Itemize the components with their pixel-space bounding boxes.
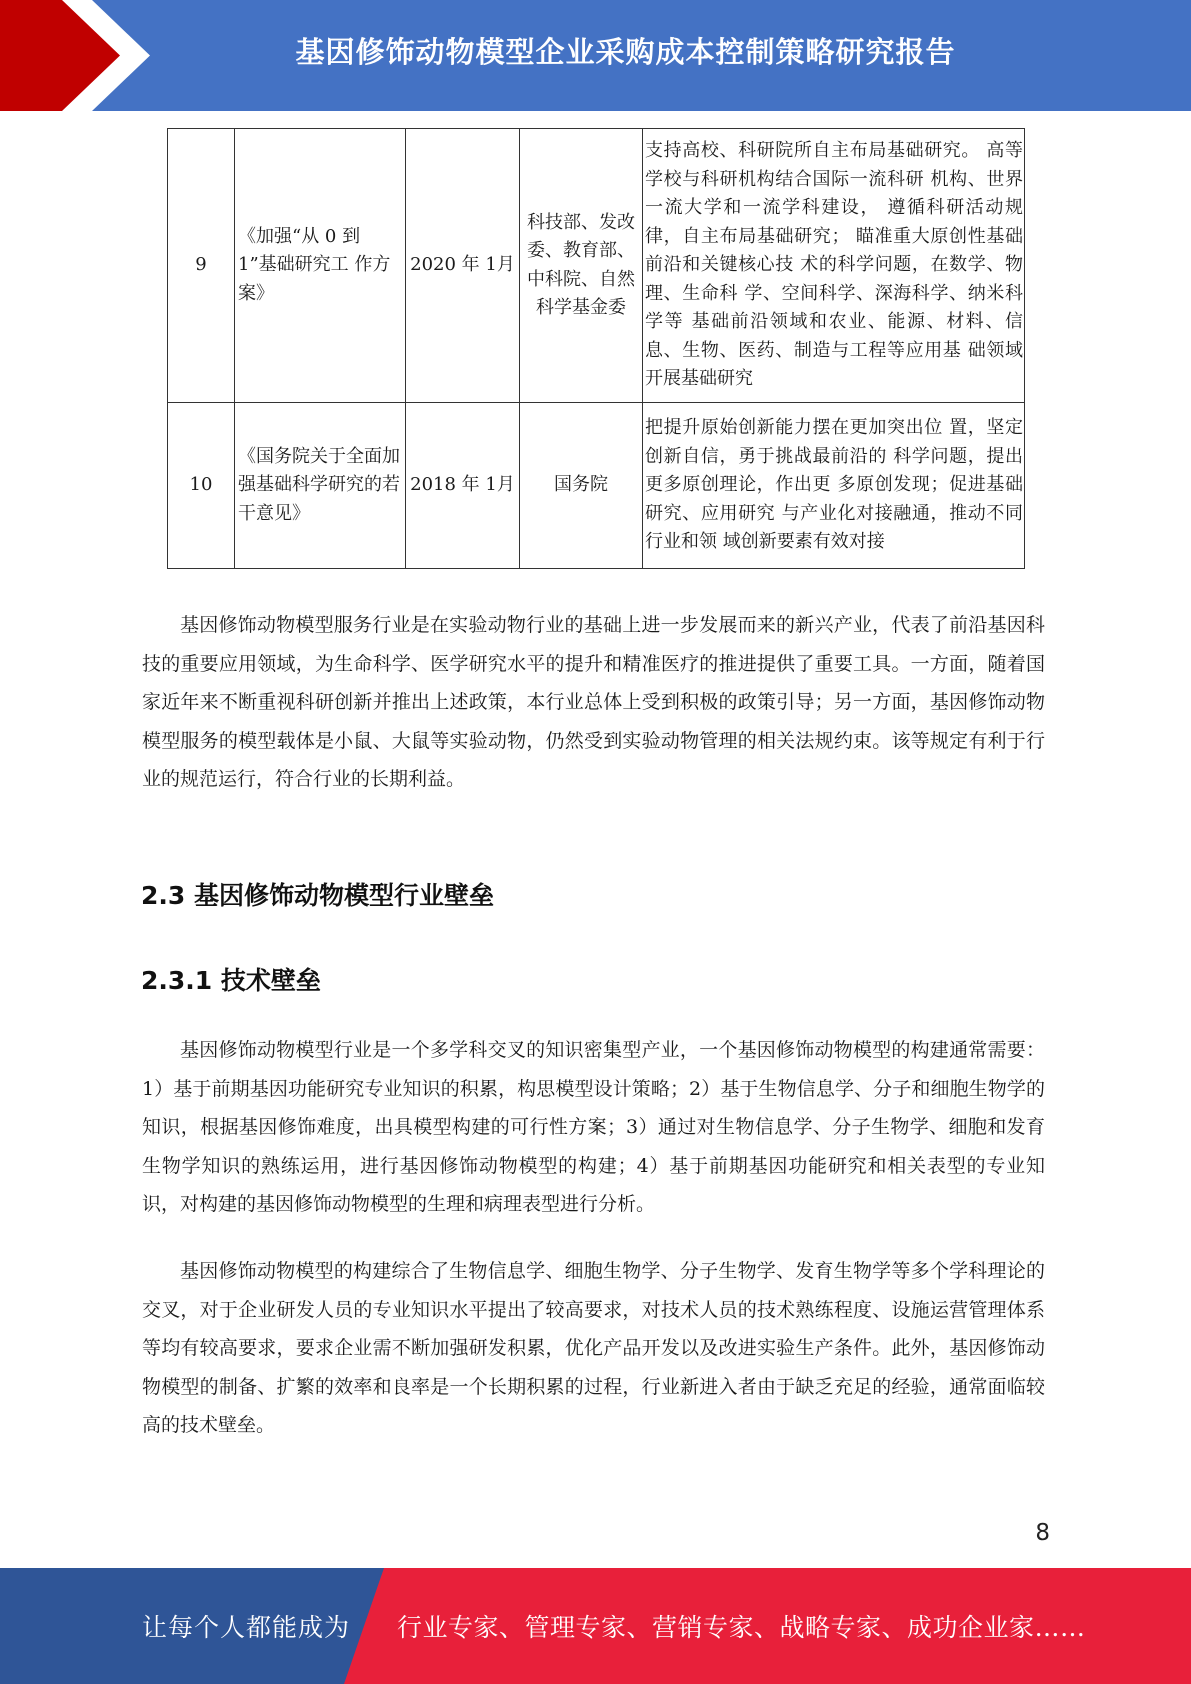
section-heading: 2.3 基因修饰动物模型行业壁垒 [141,881,494,910]
header-arrow-logo [0,0,150,111]
footer-banner [0,1568,1191,1684]
paragraph-tech-barrier-1: 基因修饰动物模型行业是一个多学科交叉的知识密集型产业，一个基因修饰动物模型的构建通常需要：1）基于前期基因功能研究专业知识的积累，构思模型设计策略；2）基于生物信息学、分子和细胞生物学的知识，根据基因修饰难度，出具模型构建的可行性方案；3）通过对生物信息学、分子生物学、细胞和发育生物学知识的熟练运用，进行基因修饰动物模型的构建；4）基于前期基因功能研究和相关表型的专业知识，对构建的基因修饰动物模型的生理和病理表型进行分析。 [142,1039,1045,1215]
footer-slogan-left: 让每个人都能成为 [142,1613,351,1642]
table-row [168,403,1025,569]
policy-name: 《国务院关于全面加强基础科学研究的若干意见》 [235,403,406,569]
policy-department: 国务院 [520,403,643,569]
policy-content: 把提升原始创新能力摆在更加突出位 置，坚定创新自信，勇于挑战最前沿的 科学问题，提出更多原创理论，作出更 多原创发现；促进基础研究、应用研究 与产业化对接融通，推动不同行业和领 域创新要素有效对接 [643,403,1025,569]
policy-content: 支持高校、科研院所自主布局基础研究。 高等学校与科研机构结合国际一流科研 机构、世界一流大学和一流学科建设， 遵循科研活动规律，自主布局基础研究； 瞄准重大原创性基础前沿和关键核心技 术的科学问题，在数学、物理、生命科 学、空间科学、深海科学、纳米科学等 基础前沿领域和农业、能源、材料、信 息、生物、医药、制造与工程等应用基 础领域开展基础研究 [643,129,1025,403]
policy-table [167,128,1025,569]
policy-date: 2018 年 1月 [406,403,520,569]
subsection-heading: 2.3.1 技术壁垒 [141,966,321,995]
policy-name: 《加强“从 0 到 1”基础研究工 作方案》 [235,129,406,403]
policy-date: 2020 年 1月 [406,129,520,403]
page-number: 8 [1035,1520,1050,1546]
policy-department: 科技部、发改委、教育部、中科院、自然科学基金委 [520,129,643,403]
table-row [168,129,1025,403]
row-number: 10 [168,403,235,569]
report-title: 基因修饰动物模型企业采购成本控制策略研究报告 [295,34,956,69]
paragraph-industry-policy: 基因修饰动物模型服务行业是在实验动物行业的基础上进一步发展而来的新兴产业，代表了前沿基因科技的重要应用领域，为生命科学、医学研究水平的提升和精准医疗的推进提供了重要工具。一方面，随着国家近年来不断重视科研创新并推出上述政策，本行业总体上受到积极的政策引导；另一方面，基因修饰动物模型服务的模型载体是小鼠、大鼠等实验动物，仍然受到实验动物管理的相关法规约束。该等规定有利于行业的规范运行，符合行业的长期利益。 [142,614,1045,790]
row-number: 9 [168,129,235,403]
paragraph-tech-barrier-2: 基因修饰动物模型的构建综合了生物信息学、细胞生物学、分子生物学、发育生物学等多个学科理论的交叉，对于企业研发人员的专业知识水平提出了较高要求，对技术人员的技术熟练程度、设施运营管理体系等均有较高要求，要求企业需不断加强研发积累，优化产品开发以及改进实验生产条件。此外，基因修饰动物模型的制备、扩繁的效率和良率是一个长期积累的过程，行业新进入者由于缺乏充足的经验，通常面临较高的技术壁垒。 [142,1260,1045,1436]
header-banner [0,0,1191,111]
footer-slogan-right: 行业专家、管理专家、营销专家、战略专家、成功企业家…… [397,1613,1086,1642]
